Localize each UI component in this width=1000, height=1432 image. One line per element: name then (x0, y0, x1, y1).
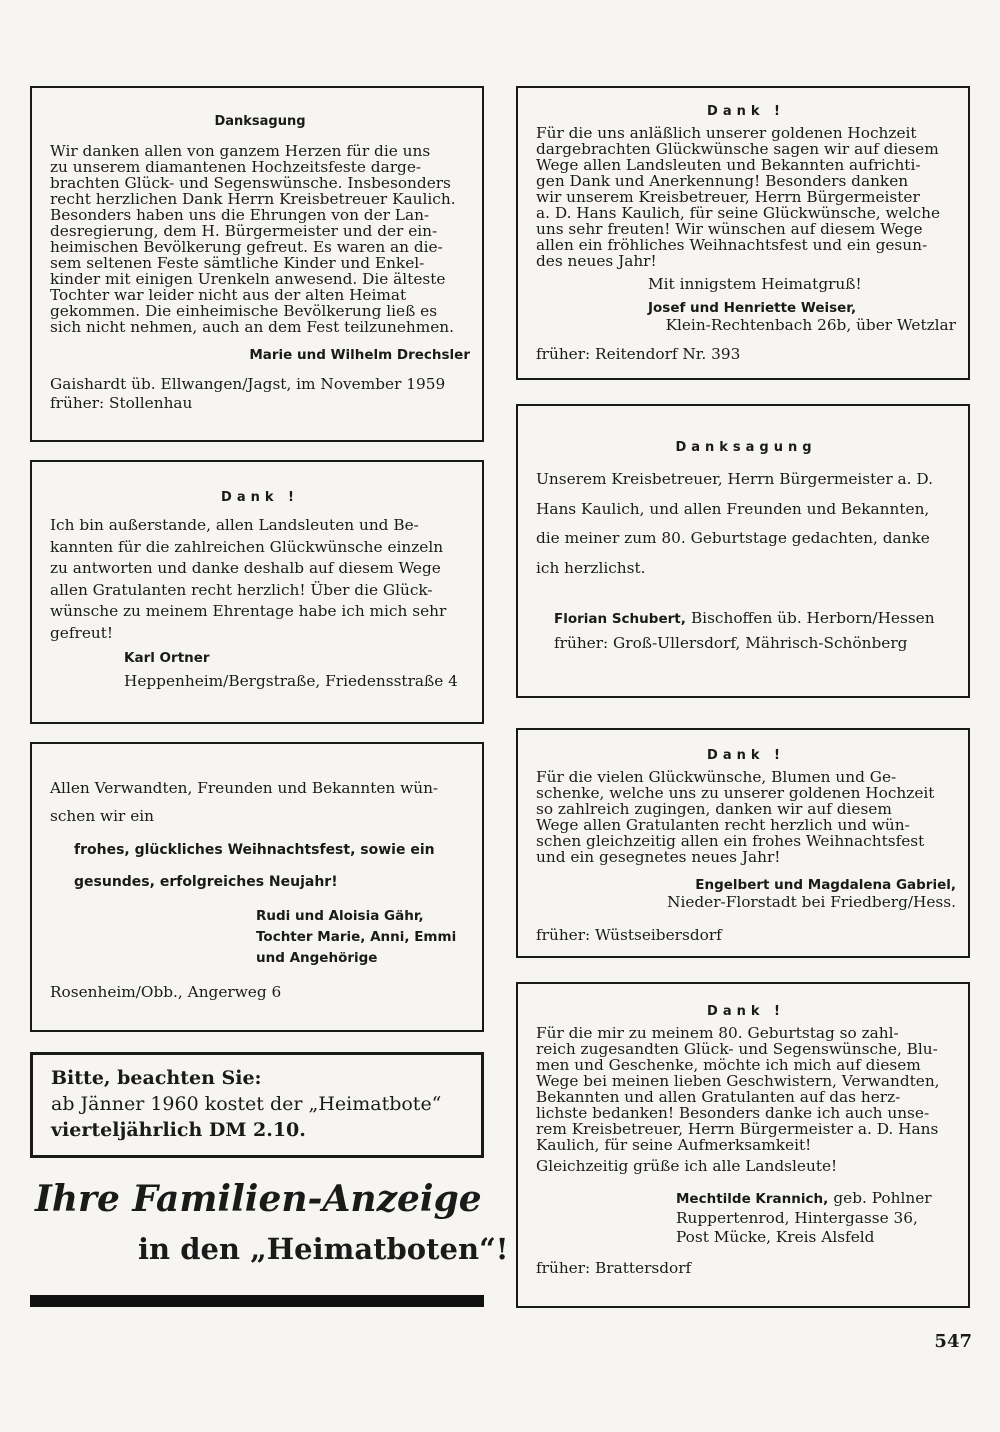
promo-subtitle: in den „Heimatboten“! (138, 1232, 509, 1266)
text-line: Wege allen Landsleuten und Bekannten aufrichti- (536, 156, 921, 174)
maiden-name: geb. Pohlner (833, 1189, 932, 1207)
ad-dank-krannich (516, 982, 970, 1308)
text-line: Wege allen Gratulanten recht herzlich und wün- (536, 816, 910, 834)
text-line: Allen Verwandten, Freunden und Bekannten wün- (50, 779, 439, 797)
text-line: schenke, welche uns zu unserer goldenen Hochzeit (536, 784, 935, 802)
signature: Karl Ortner (124, 650, 210, 666)
text-line: allen Gratulanten recht herzlich! Über die Glück- (50, 580, 433, 599)
text-line: a. D. Hans Kaulich, für seine Glückwünsche, welche (536, 204, 941, 222)
text-line: ich herzlichst. (536, 558, 646, 577)
ad-dank-ortner (30, 460, 484, 724)
ad-danksagung-schubert (516, 404, 970, 698)
ad-danksagung-drechsler (30, 86, 484, 442)
origin: früher: Stollenhau (50, 394, 193, 412)
text-line: Tochter war leider nicht aus der alten Heimat (50, 286, 407, 304)
text-line: Bekannten und allen Gratulanten auf das herz- (536, 1088, 901, 1106)
text-line: Für die mir zu meinem 80. Geburtstag so zahl- (536, 1024, 899, 1042)
ad-heading: Dank ! (707, 1004, 785, 1019)
text-line: lichste bedanken! Besonders danke ich auch unse- (536, 1104, 930, 1122)
ad-heading: Dank ! (707, 104, 785, 119)
ad-body (50, 143, 470, 335)
signature-block (256, 906, 470, 969)
text-line: sich nicht nehmen, auch an dem Fest teilzunehmen. (50, 318, 455, 336)
text-line: Besonders haben uns die Ehrungen von der Lan- (50, 206, 430, 224)
text-line: Wege bei meinen lieben Geschwistern, Verwandten, (536, 1072, 940, 1090)
ad-body (536, 125, 956, 269)
ad-body (536, 465, 956, 583)
text-line: und ein gesegnetes neues Jahr! (536, 848, 781, 866)
address: Bischoffen üb. Herborn/Hessen (690, 609, 935, 627)
signature: Rudi und Aloisia Gähr, (256, 908, 424, 924)
text-line: Für die vielen Glückwünsche, Blumen und Ge- (536, 768, 897, 786)
text-line: zu unserem diamantenen Hochzeitsfeste darge- (50, 158, 422, 176)
promo-title: Ihre Familien-Anzeige (35, 1178, 482, 1220)
greeting: Gleichzeitig grüße ich alle Landsleute! (536, 1157, 838, 1175)
text-line: Unserem Kreisbetreuer, Herrn Bürgermeister a. D. (536, 470, 933, 488)
ad-body (50, 515, 470, 644)
text-line: gefreut! (50, 623, 114, 642)
text-line: Ich bin außerstande, allen Landsleuten und Be- (50, 516, 419, 534)
divider-bar (30, 1295, 484, 1307)
text-line: reich zugesandten Glück- und Segenswünsche, Blu- (536, 1040, 938, 1058)
origin: früher: Reitendorf Nr. 393 (536, 345, 741, 363)
text-line: so zahlreich zugingen, danken wir auf diesem (536, 800, 892, 818)
ad-heading: Dank ! (221, 490, 299, 505)
text-line: kinder mit einigen Urenkeln anwesend. Die älteste (50, 270, 446, 288)
origin: früher: Wüstseibersdorf (536, 926, 722, 944)
address: Heppenheim/Bergstraße, Friedensstraße 4 (124, 672, 458, 690)
origin: früher: Brattersdorf (536, 1259, 692, 1277)
text-line: schen wir ein (50, 807, 154, 825)
text-line: die meiner zum 80. Geburtstage gedachten, danke (536, 529, 930, 547)
ad-body (536, 1025, 956, 1153)
text-line: schen gleichzeitig allen ein frohes Weihnachtsfest (536, 832, 925, 850)
text-line: rem Kreisbetreuer, Herrn Bürgermeister a. D. Hans (536, 1120, 939, 1138)
ad-dank-weiser (516, 86, 970, 380)
price-notice (30, 1052, 484, 1158)
text-line: des neues Jahr! (536, 252, 657, 270)
origin: früher: Groß-Ullersdorf, Mährisch-Schönberg (554, 634, 908, 652)
text-line: men und Geschenke, möchte ich mich auf diesem (536, 1056, 921, 1074)
signature-block (676, 1188, 956, 1247)
notice-price: vierteljährlich DM 2.10. (51, 1119, 306, 1141)
address: Ruppertenrod, Hintergasse 36, (676, 1209, 918, 1227)
signature-block (554, 603, 956, 653)
text-line: uns sehr freuten! Wir wünschen auf diesem Wege (536, 220, 923, 238)
page-number: 547 (934, 1331, 972, 1352)
text-line: wünsche zu meinem Ehrentage habe ich mich sehr (50, 602, 447, 620)
text-line: recht herzlichen Dank Herrn Kreisbetreuer Kaulich. (50, 190, 456, 208)
address: Rosenheim/Obb., Angerweg 6 (50, 983, 282, 1001)
text-line: Kaulich, für seine Aufmerksamkeit! (536, 1136, 812, 1154)
notice-heading: Bitte, beachten Sie: (51, 1067, 262, 1089)
text-line: sem seltenen Feste sämtliche Kinder und Enkel- (50, 254, 425, 272)
text-line: heimischen Bevölkerung gefreut. Es waren an die- (50, 238, 443, 256)
greeting-line: gesundes, erfolgreiches Neujahr! (74, 874, 338, 890)
ad-dank-gabriel (516, 728, 970, 958)
text-line: allen ein fröhliches Weihnachtsfest und ein gesun- (536, 236, 928, 254)
text-line: zu antworten und danke deshalb auf diesem Wege (50, 559, 441, 577)
ad-greeting-gaehr (30, 742, 484, 1032)
greeting-line: frohes, glückliches Weihnachtsfest, sowie ein (74, 842, 435, 858)
signature: Engelbert und Magdalena Gabriel, (695, 877, 956, 893)
ad-body (536, 769, 956, 865)
text-line: wir unserem Kreisbetreuer, Herrn Bürgermeister (536, 188, 920, 206)
text-line: gen Dank und Anerkennung! Besonders danken (536, 172, 909, 190)
ad-heading: Dank ! (707, 748, 785, 763)
signature: Josef und Henriette Weiser, (648, 300, 857, 316)
text-line: Wir danken allen von ganzem Herzen für die uns (50, 142, 431, 160)
text-line: Hans Kaulich, und allen Freunden und Bekannten, (536, 499, 930, 518)
notice-text: ab Jänner 1960 kostet der „Heimatbote“ (51, 1093, 442, 1115)
ad-heading: Danksagung (675, 440, 817, 455)
signature: Marie und Wilhelm Drechsler (249, 347, 470, 363)
text-line: kannten für die zahlreichen Glückwünsche einzeln (50, 537, 444, 556)
signature: Tochter Marie, Anni, Emmi (256, 929, 457, 945)
signature: und Angehörige (256, 950, 378, 966)
address: Klein-Rechtenbach 26b, über Wetzlar (665, 316, 956, 334)
text-line: Für die uns anläßlich unserer goldenen Hochzeit (536, 124, 917, 142)
text-line: desregierung, dem H. Bürgermeister und der ein- (50, 222, 438, 240)
signature: Florian Schubert, (554, 611, 686, 627)
address: Post Mücke, Kreis Alsfeld (676, 1228, 875, 1246)
greeting: Mit innigstem Heimatgruß! (648, 275, 862, 293)
text-line: gekommen. Die einheimische Bevölkerung ließ es (50, 302, 438, 320)
ad-body (50, 774, 470, 830)
ad-heading: Danksagung (214, 114, 306, 129)
signature: Mechtilde Krannich, (676, 1191, 829, 1207)
address: Nieder-Florstadt bei Friedberg/Hess. (667, 893, 956, 911)
text-line: dargebrachten Glückwünsche sagen wir auf diesem (536, 140, 939, 158)
text-line: brachten Glück- und Segenswünsche. Insbesonders (50, 174, 451, 192)
place-date: Gaishardt üb. Ellwangen/Jagst, im November 1959 (50, 375, 446, 393)
